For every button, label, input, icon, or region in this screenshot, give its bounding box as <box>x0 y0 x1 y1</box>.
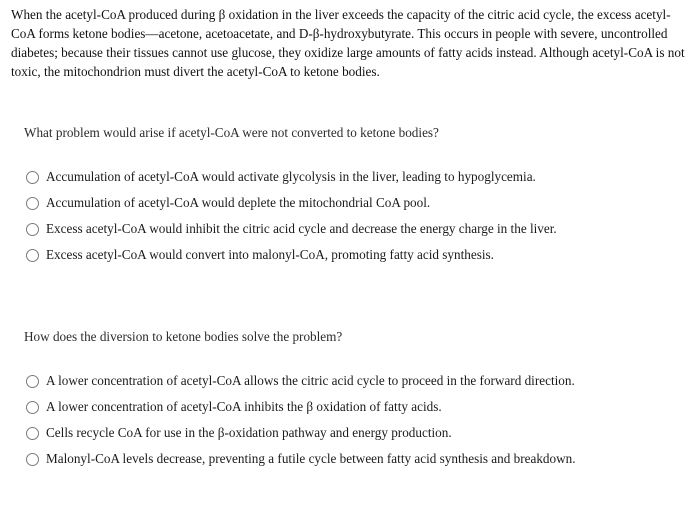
option-label: Malonyl-CoA levels decrease, preventing a futile cycle between fatty acid synthesis and breakdown. <box>46 451 576 466</box>
radio-button[interactable] <box>26 401 39 414</box>
question-2-prompt: How does the diversion to ketone bodies solve the problem? <box>24 329 343 344</box>
radio-button[interactable] <box>26 223 39 236</box>
radio-button[interactable] <box>26 249 39 262</box>
option-label: A lower concentration of acetyl-CoA inhibits the β oxidation of fatty acids. <box>46 399 442 414</box>
question-1-prompt: What problem would arise if acetyl-CoA were not converted to ketone bodies? <box>24 125 439 140</box>
question-1-option-b[interactable] <box>26 190 557 216</box>
radio-button[interactable] <box>26 171 39 184</box>
radio-button[interactable] <box>26 453 39 466</box>
question-1-options <box>26 164 557 268</box>
radio-button[interactable] <box>26 197 39 210</box>
question-2-options <box>26 368 576 472</box>
option-label: Cells recycle CoA for use in the β-oxidation pathway and energy production. <box>46 425 452 440</box>
question-2-option-d[interactable] <box>26 446 576 472</box>
option-label: Excess acetyl-CoA would convert into malonyl-CoA, promoting fatty acid synthesis. <box>46 247 494 262</box>
question-1-option-c[interactable] <box>26 216 557 242</box>
question-2-option-a[interactable] <box>26 368 576 394</box>
intro-text: When the acetyl-CoA produced during β oxidation in the liver exceeds the capacity of the citric acid cycle, the excess acetyl-CoA forms ketone bodies—acetone, acetoacetate, and D-β-hydroxybutyrate. This occurs in people with severe, uncontrolled diabetes; because their tissues cannot use glucose, they oxidize large amounts of fatty acids instead. Although acetyl-CoA is not toxic, the mitochondrion must divert the acetyl-CoA to ketone bodies. <box>11 7 685 79</box>
option-label: Excess acetyl-CoA would inhibit the citric acid cycle and decrease the energy charge in the liver. <box>46 221 557 236</box>
intro-paragraph <box>11 5 693 81</box>
question-2-option-b[interactable] <box>26 394 576 420</box>
question-1-option-a[interactable] <box>26 164 557 190</box>
option-label: Accumulation of acetyl-CoA would deplete the mitochondrial CoA pool. <box>46 195 431 210</box>
radio-button[interactable] <box>26 427 39 440</box>
option-label: Accumulation of acetyl-CoA would activate glycolysis in the liver, leading to hypoglycemia. <box>46 169 536 184</box>
question-1-option-d[interactable] <box>26 242 557 268</box>
radio-button[interactable] <box>26 375 39 388</box>
question-2-option-c[interactable] <box>26 420 576 446</box>
option-label: A lower concentration of acetyl-CoA allows the citric acid cycle to proceed in the forward direction. <box>46 373 575 388</box>
